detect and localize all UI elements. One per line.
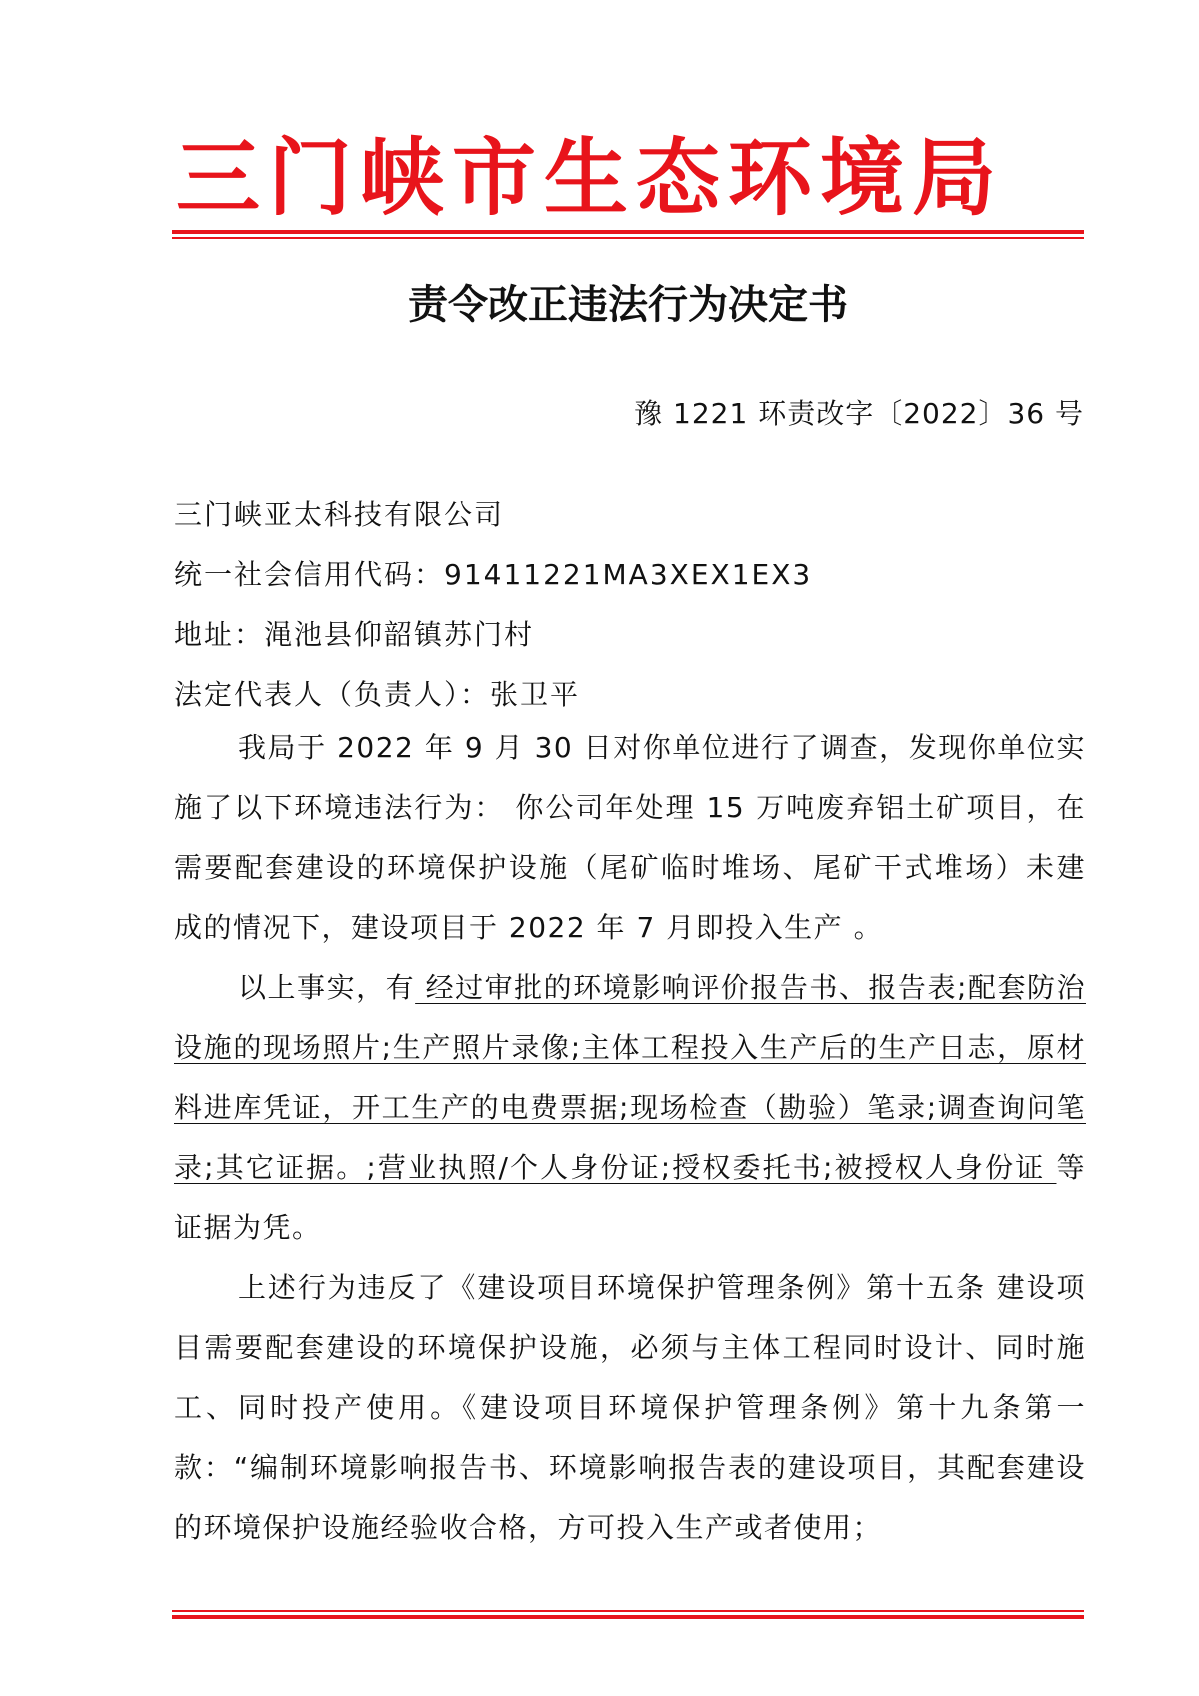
- letterhead-top-rule: [172, 230, 1084, 239]
- document-title: 责令改正违法行为决定书: [408, 281, 848, 328]
- paragraph-legal-basis: 上述行为违反了《建设项目环境保护管理条例》第十五条 建设项目需要配套建设的环境保护设施，必须与主体工程同时设计、同时施工、同时投产使用。《建设项目环境保护管理条例》第十九条第一款：“编制环境影响报告书、环境影响报告表的建设项目，其配套建设的环境保护设施经验收合格，方可投入生产或者使用；: [174, 1271, 1086, 1544]
- paragraph-evidence: [174, 958, 1086, 1258]
- legal-representative-line: 法定代表人（负责人）：张卫平: [174, 678, 581, 711]
- address-line: 地址：渑池县仰韶镇苏门村: [174, 618, 535, 651]
- document-number: 豫 1221 环责改字〔2022〕36 号: [634, 397, 1084, 430]
- agency-letterhead-title: 三门峡市生态环境局: [175, 128, 1004, 227]
- footer-bottom-rule: [172, 1610, 1084, 1619]
- evidence-list: 经过审批的环境影响评价报告书、报告表;配套防治设施的现场照片;生产照片录像;主体工程投入生产后的生产日志，原材料进库凭证，开工生产的电费票据;现场检查（勘验）笔录;调查询问笔录;其它证据。;营业执照/个人身份证;授权委托书;被授权人身份证: [174, 971, 1086, 1184]
- paragraph-investigation: 我局于 2022 年 9 月 30 日对你单位进行了调查，发现你单位实施了以下环境违法行为： 你公司年处理 15 万吨废弃铝土矿项目，在需要配套建设的环境保护设施（尾矿临时堆场、尾矿干式堆场）未建成的情况下，建设项目于 2022 年 7 月即投入生产 。: [174, 731, 1086, 944]
- evidence-suffix: 等证据为凭。: [174, 1151, 1086, 1244]
- party-info-block: [174, 485, 1086, 725]
- evidence-prefix: 以上事实，有: [238, 971, 416, 1004]
- credit-code-line: 统一社会信用代码：91411221MA3XEX1EX3: [174, 558, 813, 591]
- company-name: 三门峡亚太科技有限公司: [174, 498, 505, 531]
